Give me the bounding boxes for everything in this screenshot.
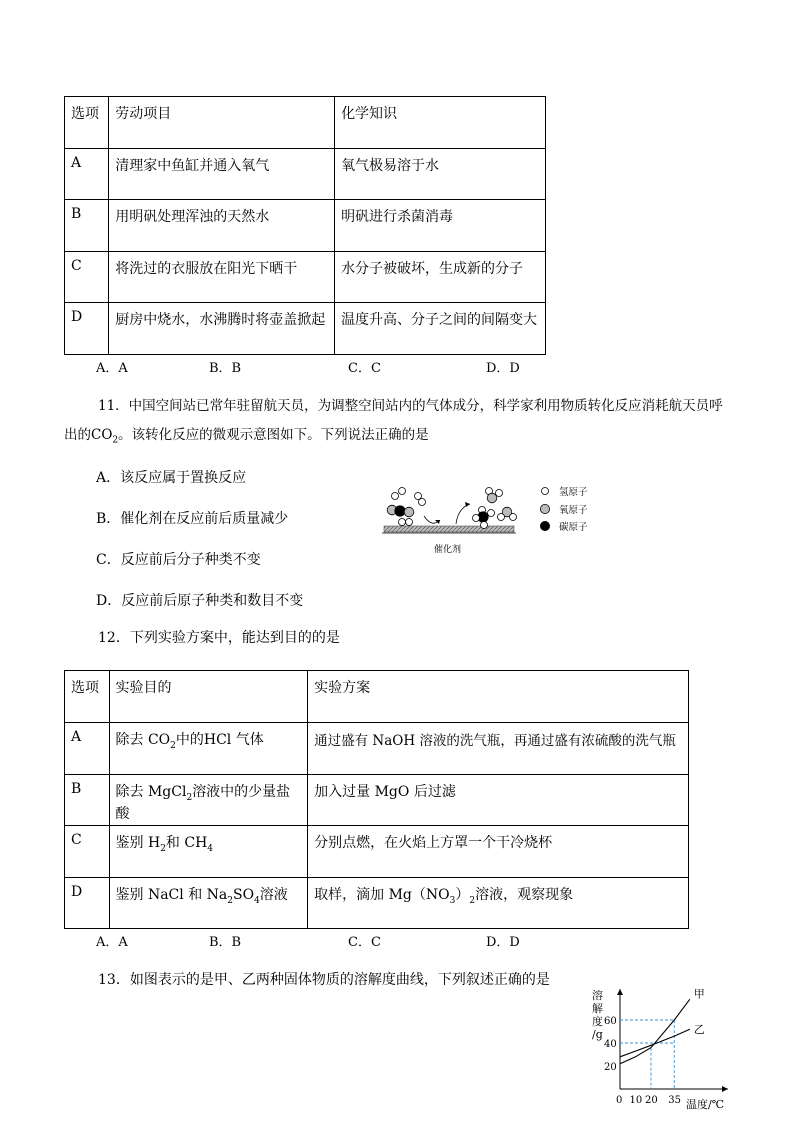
q10-option-d[interactable]: D．D bbox=[486, 361, 520, 376]
table-row bbox=[65, 826, 689, 878]
legend-hydrogen: 氢原子 bbox=[559, 487, 588, 498]
q11-stem-pre: 出的CO bbox=[64, 427, 113, 443]
solubility-chart bbox=[586, 985, 736, 1113]
q10-table bbox=[64, 96, 546, 355]
q11-choice-b[interactable]: B．催化剂在反应前后质量减少 bbox=[96, 511, 289, 527]
series-curve-jia bbox=[620, 999, 690, 1063]
y-tick-label: 40 bbox=[604, 1039, 617, 1050]
q12-row-c-aim: 鉴别 $H_2$和 $CH_4$ bbox=[109, 826, 308, 878]
q12-header-option: 选项 bbox=[65, 671, 110, 723]
y-tick-label: 60 bbox=[604, 1016, 617, 1027]
chart-ylabel-part: 溶 bbox=[592, 989, 603, 1002]
table-row bbox=[65, 775, 689, 826]
q12-row-d-plan: 取样，滴加 $Mg(NO_3)_2$溶液，观察现象 bbox=[308, 878, 689, 929]
q12-row-d-aim: 鉴别 NaCl 和 $Na_2SO_4$溶液 bbox=[109, 878, 308, 929]
q12-option-c[interactable]: C．C bbox=[348, 935, 381, 950]
table-row bbox=[65, 149, 546, 200]
legend-carbon: 碳原子 bbox=[559, 522, 588, 533]
q12-row-b-aim: 除去 MgCl$_2$溶液中的少量盐酸 bbox=[109, 775, 308, 826]
q11-stem-line1: 11．中国空间站已常年驻留航天员，为调整空间站内的气体成分，科学家利用物质转化反应消耗航天员呼 bbox=[98, 398, 723, 414]
table-row bbox=[65, 878, 689, 929]
oxygen-legend-icon bbox=[540, 504, 549, 513]
y-tick-label: 20 bbox=[604, 1062, 617, 1073]
chart-ylabel-part: 度 bbox=[592, 1015, 603, 1028]
q12-row-b-option: B bbox=[65, 775, 110, 826]
x-tick-label: 20 bbox=[645, 1095, 658, 1106]
table-row bbox=[65, 200, 546, 252]
q12-row-a-aim: 除去 $CO_2$中的HCl 气体 bbox=[109, 723, 308, 775]
chart-xlabel: 温度/℃ bbox=[686, 1098, 725, 1111]
q12-option-d[interactable]: D．D bbox=[486, 935, 520, 950]
catalyst-label: 催化剂 bbox=[434, 545, 462, 555]
series-label: 甲 bbox=[693, 987, 705, 1001]
q12-header-aim: 实验目的 bbox=[109, 671, 308, 723]
x-tick-label: 0 bbox=[616, 1095, 623, 1106]
q10-row-a-knowledge: 氧气极易溶于水 bbox=[335, 149, 546, 200]
q11-choice-a[interactable]: A．该反应属于置换反应 bbox=[96, 470, 247, 486]
table-row bbox=[65, 723, 689, 775]
q10-row-b-knowledge: 明矾进行杀菌消毒 bbox=[335, 200, 546, 252]
product-molecules bbox=[473, 488, 517, 529]
q12-option-a[interactable]: A．A bbox=[96, 935, 128, 950]
q11-choice-c[interactable]: C．反应前后分子种类不变 bbox=[96, 552, 261, 568]
q12-options bbox=[96, 931, 520, 950]
q12-row-a-option: A bbox=[65, 723, 110, 775]
q11-stem-sub: 2 bbox=[112, 435, 119, 446]
q10-header-task: 劳动项目 bbox=[109, 97, 335, 149]
q10-row-d-option: D bbox=[65, 303, 109, 355]
q10-row-a-task: 清理家中鱼缸并通入氧气 bbox=[109, 149, 335, 200]
q12-row-d-option: D bbox=[65, 878, 110, 929]
desorb-arrow bbox=[456, 504, 470, 524]
q10-row-d-knowledge: 温度升高、分子之间的间隔变大 bbox=[335, 303, 546, 355]
q10-option-a[interactable]: A．A bbox=[96, 361, 128, 376]
q10-option-b[interactable]: B．B bbox=[209, 361, 242, 376]
q10-row-b-option: B bbox=[65, 200, 109, 252]
q12-option-b[interactable]: B．B bbox=[209, 935, 242, 950]
carbon-legend-icon bbox=[540, 521, 550, 531]
table-row bbox=[65, 252, 546, 303]
q12-row-b-plan: 加入过量 MgO 后过滤 bbox=[308, 775, 689, 826]
q10-row-b-task: 用明矾处理浑浊的天然水 bbox=[109, 200, 335, 252]
q10-row-c-option: C bbox=[65, 252, 109, 303]
y-axis-arrow-icon bbox=[617, 989, 623, 995]
q11-stem-post: 。该转化反应的微观示意图如下。下列说法正确的是 bbox=[118, 427, 429, 443]
legend-oxygen: 氧原子 bbox=[559, 505, 588, 516]
q10-header-row bbox=[65, 97, 546, 149]
q12-row-c-option: C bbox=[65, 826, 110, 878]
q11-stem-line2 bbox=[64, 422, 429, 454]
q11-choice-d[interactable]: D．反应前后原子种类和数目不变 bbox=[96, 593, 304, 609]
q10-row-c-task: 将洗过的衣服放在阳光下晒干 bbox=[109, 252, 335, 303]
table-row bbox=[65, 303, 546, 355]
q12-table bbox=[64, 670, 689, 929]
catalyst-surface bbox=[384, 526, 514, 532]
q10-row-d-task: 厨房中烧水，水沸腾时将壶盖掀起 bbox=[109, 303, 335, 355]
q12-header-plan: 实验方案 bbox=[308, 671, 689, 723]
reactant-molecules bbox=[387, 488, 425, 526]
q12-header-row bbox=[65, 671, 689, 723]
q12-row-c-plan: 分别点燃，在火焰上方罩一个干冷烧杯 bbox=[308, 826, 689, 878]
series-label: 乙 bbox=[693, 1023, 705, 1037]
q13-stem: 13．如图表示的是甲、乙两种固体物质的溶解度曲线，下列叙述正确的是 bbox=[98, 972, 550, 988]
q10-row-c-knowledge: 水分子被破坏，生成新的分子 bbox=[335, 252, 546, 303]
q12-row-a-plan: 通过盛有 NaOH 溶液的洗气瓶，再通过盛有浓硫酸的洗气瓶 bbox=[308, 723, 689, 775]
q10-header-option: 选项 bbox=[65, 97, 109, 149]
chart-ylabel bbox=[592, 988, 603, 1041]
q10-option-c[interactable]: C．C bbox=[348, 361, 381, 376]
q10-header-knowledge: 化学知识 bbox=[335, 97, 546, 149]
q10-row-a-option: A bbox=[65, 149, 109, 200]
reaction-diagram bbox=[378, 482, 610, 556]
x-tick-label: 35 bbox=[668, 1095, 681, 1106]
chart-ylabel-part: /g bbox=[592, 1028, 603, 1041]
x-axis-arrow-icon bbox=[722, 1086, 728, 1092]
hydrogen-legend-icon bbox=[542, 488, 549, 495]
q10-options bbox=[96, 357, 520, 376]
q12-stem: 12．下列实验方案中，能达到目的的是 bbox=[98, 630, 340, 646]
x-tick-label: 10 bbox=[629, 1095, 643, 1106]
chart-ylabel-part: 解 bbox=[592, 1002, 603, 1015]
atom-legend bbox=[540, 486, 588, 533]
